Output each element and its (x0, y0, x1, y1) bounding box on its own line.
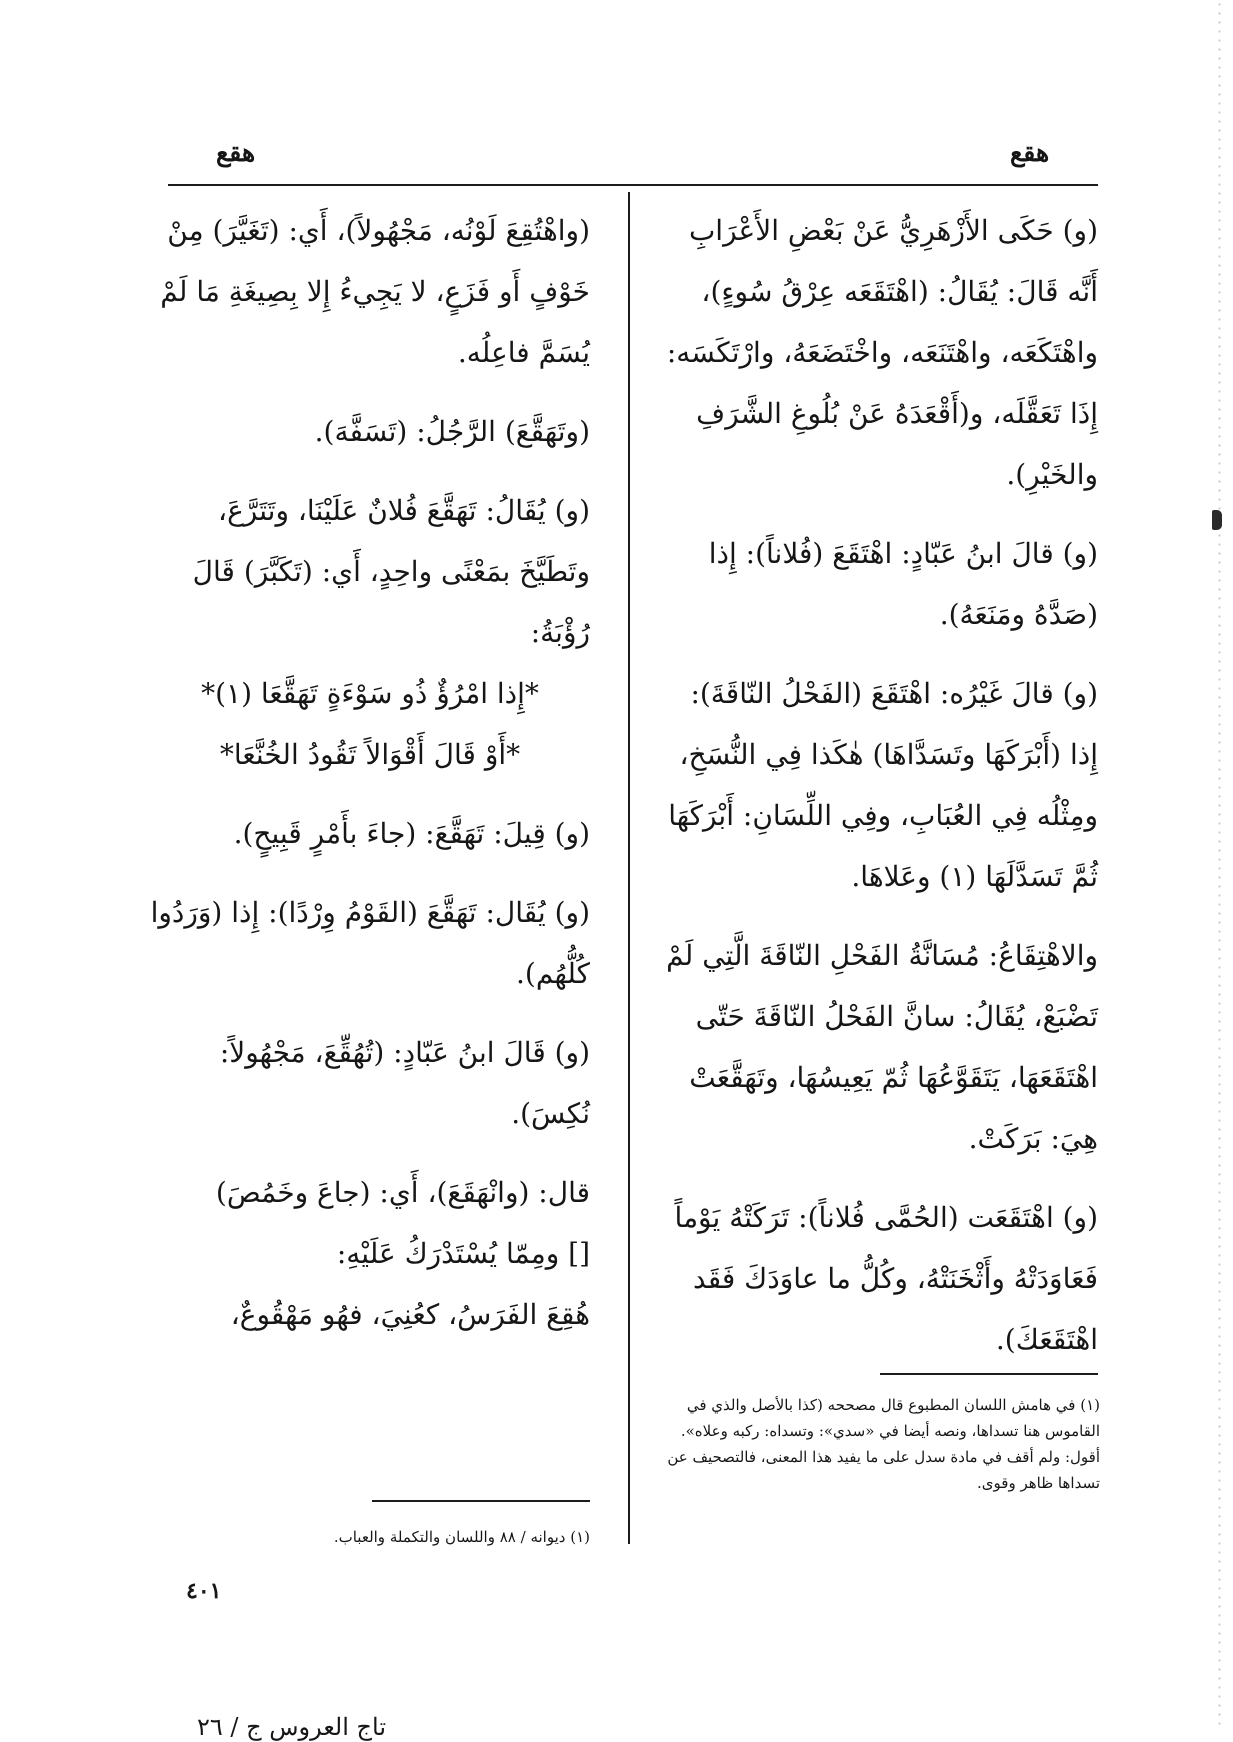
header-rule (168, 184, 1098, 186)
running-head-left: هقع (216, 138, 256, 167)
entry-paragraph: والاهْتِقَاعُ: مُسَانَّةُ الفَحْلِ النّاقَةَ الَّتِي لَمْ تَضْبَعْ، يُقَالُ: سانَّ الفَحْلُ النّاقَةَ حَتّى اهْتَقَعَهَا، يَتَقَوَّعُهَا ثُمّ يَعِيسُهَا، وتَهَقَّعَتْ هِيَ: بَرَكَتْ. (666, 939, 1098, 1155)
left-column (150, 200, 590, 1345)
scan-edge-mark (1212, 510, 1222, 530)
entry-paragraph: (وتَهَقَّعَ) الرَّجُلُ: (تَسَفَّهَ). (314, 415, 590, 448)
entry-paragraph: (و) يُقَالُ: تَهَقَّعَ فُلانٌ عَلَيْنَا، وتَتَرَّعَ، وتَطَيَّخَ بمَعْنًى واحِدٍ، أَي: (تَكَبَّرَ) قَالَ رُؤْبَةُ: (192, 494, 590, 649)
footnote-rule-left (372, 1500, 590, 1502)
section-heading: [] ومِمّا يُسْتَدْرَكُ عَلَيْهِ: (336, 1237, 590, 1270)
entry-paragraph: (و) يُقَال: تَهَقَّعَ (القَوْمُ وِرْدًا): إِذا (وَرَدُوا كُلُّهُم). (150, 896, 590, 990)
right-column (664, 200, 1098, 1370)
verse-line: *أَوْ قَالَ أَقْوَالاً تَقُودُ الخُنَّعَا* (219, 738, 521, 771)
scan-edge-dots (1218, 0, 1221, 1726)
entry-paragraph: (و) قِيلَ: تَهَقَّعَ: (جاءَ بأَمْرٍ قَبِيحٍ). (233, 817, 590, 850)
bottom-signature-line: تاج العروس ج / ٢٦ (196, 1713, 386, 1741)
entry-paragraph: (و) اهْتَقَعَت (الحُمَّى فُلاناً): تَرَكَتْهُ يَوْماً فَعَاوَدَتْهُ وأَثْخَنَتْهُ، وكُلُّ ما عاوَدَكَ فَقَد اهْتَقَعَكَ). (674, 1201, 1098, 1356)
page-number: ٤٠١ (186, 1578, 222, 1604)
entry-paragraph: (و) حَكَى الأَزْهَرِيُّ عَنْ بَعْضِ الأَعْرَابِ أَنَّه قَالَ: يُقَالُ: (اهْتَقَعَه عِرْقُ سُوءٍ)، واهْتَكَعَه، واهْتَنَعَه، واخْتَضَعَهُ، وارْتَكَسَه: إِذَا تَعَقَّلَه، و(أَقْعَدَهُ عَنْ بُلُوغِ الشَّرَفِ والخَيْرِ). (666, 214, 1098, 491)
footnote-left: (١) ديوانه / ٨٨ واللسان والتكملة والعباب. (333, 1528, 590, 1546)
entry-paragraph: (و) قالَ غَيْرُه: اهْتَقَعَ (الفَحْلُ النّاقَةَ): إِذا (أَبْرَكَهَا وتَسَدَّاهَا) هٰكَذا فِي النُّسَخِ، ومِثْلُه فِي العُبَابِ، وفِي اللِّسَانِ: أَبْرَكَهَا ثُمَّ تَسَدَّلَهَا (١) وعَلاهَا. (668, 677, 1098, 893)
entry-paragraph: (و) قَالَ ابنُ عَبّادٍ: (تُهُقِّعَ، مَجْهُولاً: نُكِسَ). (219, 1036, 590, 1130)
footnote-rule-right (880, 1373, 1098, 1375)
entry-paragraph: قال: (وانْهَقَعَ)، أَي: (جاعَ وخَمُصَ) (215, 1176, 590, 1209)
running-head-right: هقع (1010, 138, 1050, 167)
entry-paragraph: (واهْتُقِعَ لَوْنُه، مَجْهُولاً)، أَي: (تَغَيَّرَ) مِنْ خَوْفٍ أَو فَزَعٍ، لا يَجِيءُ إِلا بِصِيغَةِ مَا لَمْ يُسَمَّ فاعِلُه. (160, 214, 590, 369)
entry-paragraph: (و) قالَ ابنُ عَبّادٍ: اهْتَقَعَ (فُلاناً): إِذا (صَدَّهُ ومَنَعَهُ). (708, 537, 1098, 631)
column-divider (628, 192, 630, 1544)
entry-paragraph: هُقِعَ الفَرَسُ، كعُنِيَ، فهُو مَهْقُوعٌ، (230, 1298, 590, 1331)
verse-line: *إِذا امْرُؤٌ ذُو سَوْءَةٍ تَهَقَّعَا (١)* (201, 677, 539, 710)
footnote-right: (١) في هامش اللسان المطبوع قال مصححه (كذا بالأصل والذي في القاموس هنا تسداها، ونصه أيضا في «سدي»: وتسداه: ركبه وعلاه». أقول: ولم أقف في مادة سدل على ما يفيد هذا المعنى، فالتصحيف عن تسداها ظاهر وقوى. (667, 1396, 1100, 1492)
